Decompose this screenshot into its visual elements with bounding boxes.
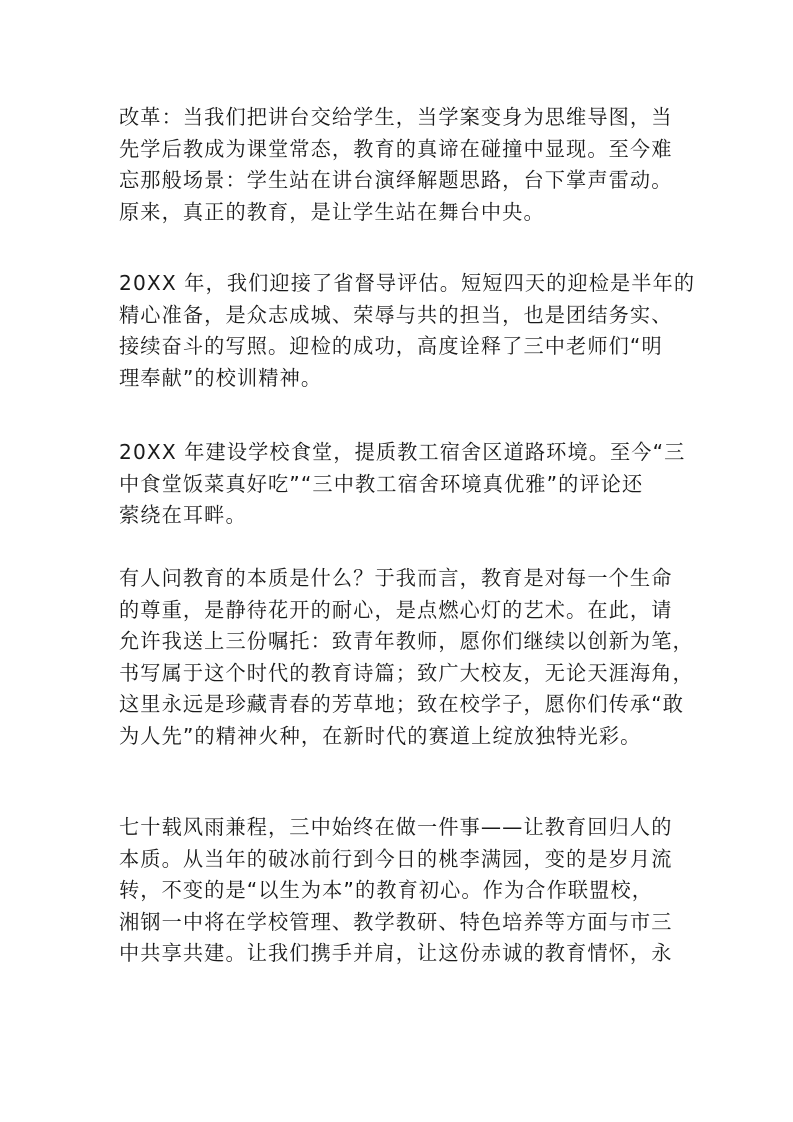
paragraph-line: 20XX 年建设学校食堂，提质教工宿舍区道路环境。至今“三 bbox=[119, 440, 686, 464]
paragraph-line: 改革：当我们把讲台交给学生，当学案变身为思维导图，当 bbox=[119, 105, 673, 129]
paragraph-line: 忘那般场景：学生站在讲台演绎解题思路，台下掌声雷动。 bbox=[119, 168, 673, 193]
paragraph-reform bbox=[119, 102, 679, 228]
paragraph-line: 书写属于这个时代的教育诗篇；致广大校友，无论天涯海角， bbox=[119, 660, 694, 685]
paragraph-line: 萦绕在耳畔。 bbox=[119, 503, 247, 528]
paragraph-line: 精心准备，是众志成城、荣辱与共的担当，也是团结务实、 bbox=[119, 302, 673, 327]
paragraph-line: 有人问教育的本质是什么？于我而言，教育是对每一个生命 bbox=[119, 566, 673, 590]
paragraph-line: 20XX 年，我们迎接了省督导评估。短短四天的迎检是半年的 bbox=[119, 271, 696, 295]
paragraph-line: 先学后教成为课堂常态，教育的真谛在碰撞中显现。至今难 bbox=[119, 136, 673, 161]
paragraph-line: 原来，真正的教育，是让学生站在舞台中央。 bbox=[119, 199, 545, 224]
paragraph-line: 本质。从当年的破冰前行到今日的桃李满园，变的是岁月流 bbox=[119, 846, 673, 871]
paragraph-line: 的尊重，是静待花开的耐心，是点燃心灯的艺术。在此，请 bbox=[119, 597, 673, 622]
paragraph-line: 中共享共建。让我们携手并肩，让这份赤诚的教育情怀，永 bbox=[119, 941, 673, 966]
paragraph-line: 七十载风雨兼程，三中始终在做一件事——让教育回归人的 bbox=[119, 815, 673, 839]
paragraph-line: 允许我送上三份嘱托：致青年教师，愿你们继续以创新为笔， bbox=[119, 629, 694, 654]
paragraph-line: 为人先”的精神火种，在新时代的赛道上绽放独特光彩。 bbox=[119, 723, 642, 748]
paragraph-inspection bbox=[119, 268, 696, 394]
paragraph-line: 理奉献”的校训精神。 bbox=[119, 365, 323, 390]
paragraph-canteen bbox=[119, 437, 686, 532]
paragraph-line: 中食堂饭菜真好吃”“三中教工宿舍环境真优雅”的评论还 bbox=[119, 471, 644, 496]
paragraph-line: 这里永远是珍藏青春的芳草地；致在校学子，愿你们传承“敢 bbox=[119, 692, 685, 717]
paragraph-essence bbox=[119, 563, 694, 753]
paragraph-seventy-years bbox=[119, 812, 679, 970]
paragraph-line: 接续奋斗的写照。迎检的成功，高度诠释了三中老师们“明 bbox=[119, 334, 663, 359]
paragraph-line: 湘钢一中将在学校管理、教学教研、特色培养等方面与市三 bbox=[119, 909, 673, 934]
paragraph-line: 转，不变的是“以生为本”的教育初心。作为合作联盟校， bbox=[119, 878, 654, 903]
